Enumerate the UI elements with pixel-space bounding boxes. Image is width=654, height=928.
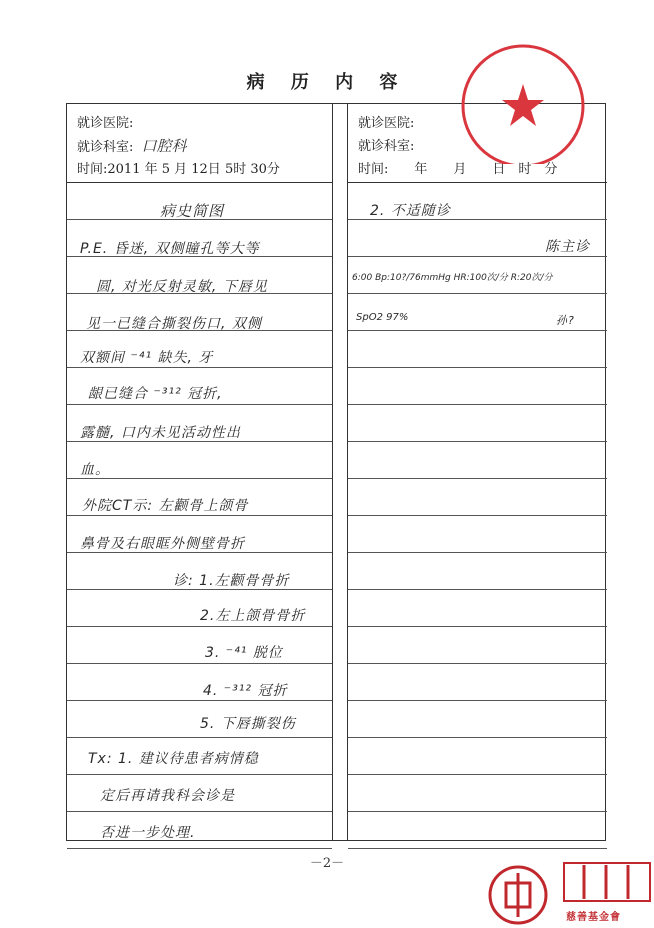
ruled-line — [348, 441, 607, 442]
handwritten-line: 双额间 ⁻⁴¹ 缺失, 牙 — [80, 350, 214, 366]
left-dept-label: 就诊科室: — [77, 140, 134, 155]
ruled-line — [348, 774, 607, 775]
handwritten-line: 见一已缝合撕裂伤口, 双侧 — [86, 316, 262, 332]
page-number: －2－ — [309, 856, 345, 871]
ruled-line — [67, 404, 332, 405]
ruled-line — [67, 737, 332, 738]
handwritten-line: 鼻骨及右眼眶外侧壁骨折 — [80, 536, 245, 552]
ruled-line — [348, 589, 607, 590]
official-seal-icon — [448, 44, 598, 164]
ruled-line — [348, 478, 607, 479]
handwritten-line: 2. 不适随诊 — [370, 203, 451, 219]
handwritten-line: 病史简图 — [160, 202, 225, 220]
handwritten-line: 5. 下唇撕裂伤 — [200, 716, 296, 732]
ruled-line — [348, 811, 607, 812]
handwritten-line: 圆, 对光反射灵敏, 下唇见 — [96, 279, 268, 295]
ruled-line — [348, 404, 607, 405]
right-dept-label: 就诊科室: — [358, 139, 415, 154]
page-title: 病 历 内 容 — [246, 72, 408, 93]
handwritten-line: 陈主诊 — [545, 239, 590, 255]
handwritten-line: 外院CT示: 左颧骨上颌骨 — [82, 498, 249, 514]
handwritten-line: P.E. 昏迷, 双侧瞳孔等大等 — [80, 241, 260, 257]
ruled-line — [348, 293, 607, 294]
ruled-line — [67, 367, 332, 368]
left-time-line: 时间:2011 年 5 月 12日 5时 30分 — [77, 162, 280, 177]
ruled-line — [348, 515, 607, 516]
ruled-line — [348, 663, 607, 664]
left-header — [67, 104, 332, 183]
ruled-line — [67, 774, 332, 775]
ruled-line — [348, 626, 607, 627]
ruled-line — [348, 256, 607, 257]
handwritten-line: 3. ⁻⁴¹ 脱位 — [205, 645, 283, 661]
handwritten-line: Tx: 1. 建议待患者病情稳 — [88, 751, 259, 767]
right-hospital-label: 就诊医院: — [358, 116, 415, 131]
handwritten-line: 诊: 1.左颧骨骨折 — [173, 573, 290, 589]
handwritten-line: 龈已缝合 ⁻³¹² 冠折, — [88, 386, 223, 402]
ruled-line — [348, 848, 607, 849]
handwritten-line: 血。 — [80, 462, 110, 478]
left-dept-line — [77, 135, 187, 156]
record-form — [66, 103, 606, 841]
ruled-line — [348, 552, 607, 553]
foundation-caption: 慈善基金會 — [566, 912, 621, 923]
ruled-line — [67, 626, 332, 627]
ruled-line — [67, 848, 332, 849]
handwritten-line: 4. ⁻³¹² 冠折 — [203, 683, 288, 699]
left-dept-value: 口腔科 — [141, 137, 187, 155]
ruled-line — [348, 367, 607, 368]
handwritten-line: 定后再请我科会诊是 — [100, 788, 235, 804]
left-hospital-label: 就诊医院: — [77, 116, 134, 131]
handwritten-line: 孙? — [556, 314, 575, 327]
ruled-line — [348, 700, 607, 701]
ruled-line — [67, 515, 332, 516]
handwritten-line: 6:00 Bp:10?/76mmHg HR:100次/分 R:20次/分 — [352, 273, 553, 283]
handwritten-line: 否进一步处理. — [100, 825, 196, 841]
handwritten-line: SpO2 97% — [356, 312, 409, 323]
ruled-line — [348, 737, 607, 738]
handwritten-line: 露髓, 口内未见活动性出 — [80, 425, 241, 441]
ruled-line — [67, 663, 332, 664]
ruled-line — [67, 700, 332, 701]
handwritten-line: 2.左上颌骨骨折 — [200, 608, 306, 624]
ruled-line — [67, 811, 332, 812]
ruled-line — [348, 330, 607, 331]
right-time-line: 时间: 年 月 日 时 分 — [358, 162, 558, 177]
